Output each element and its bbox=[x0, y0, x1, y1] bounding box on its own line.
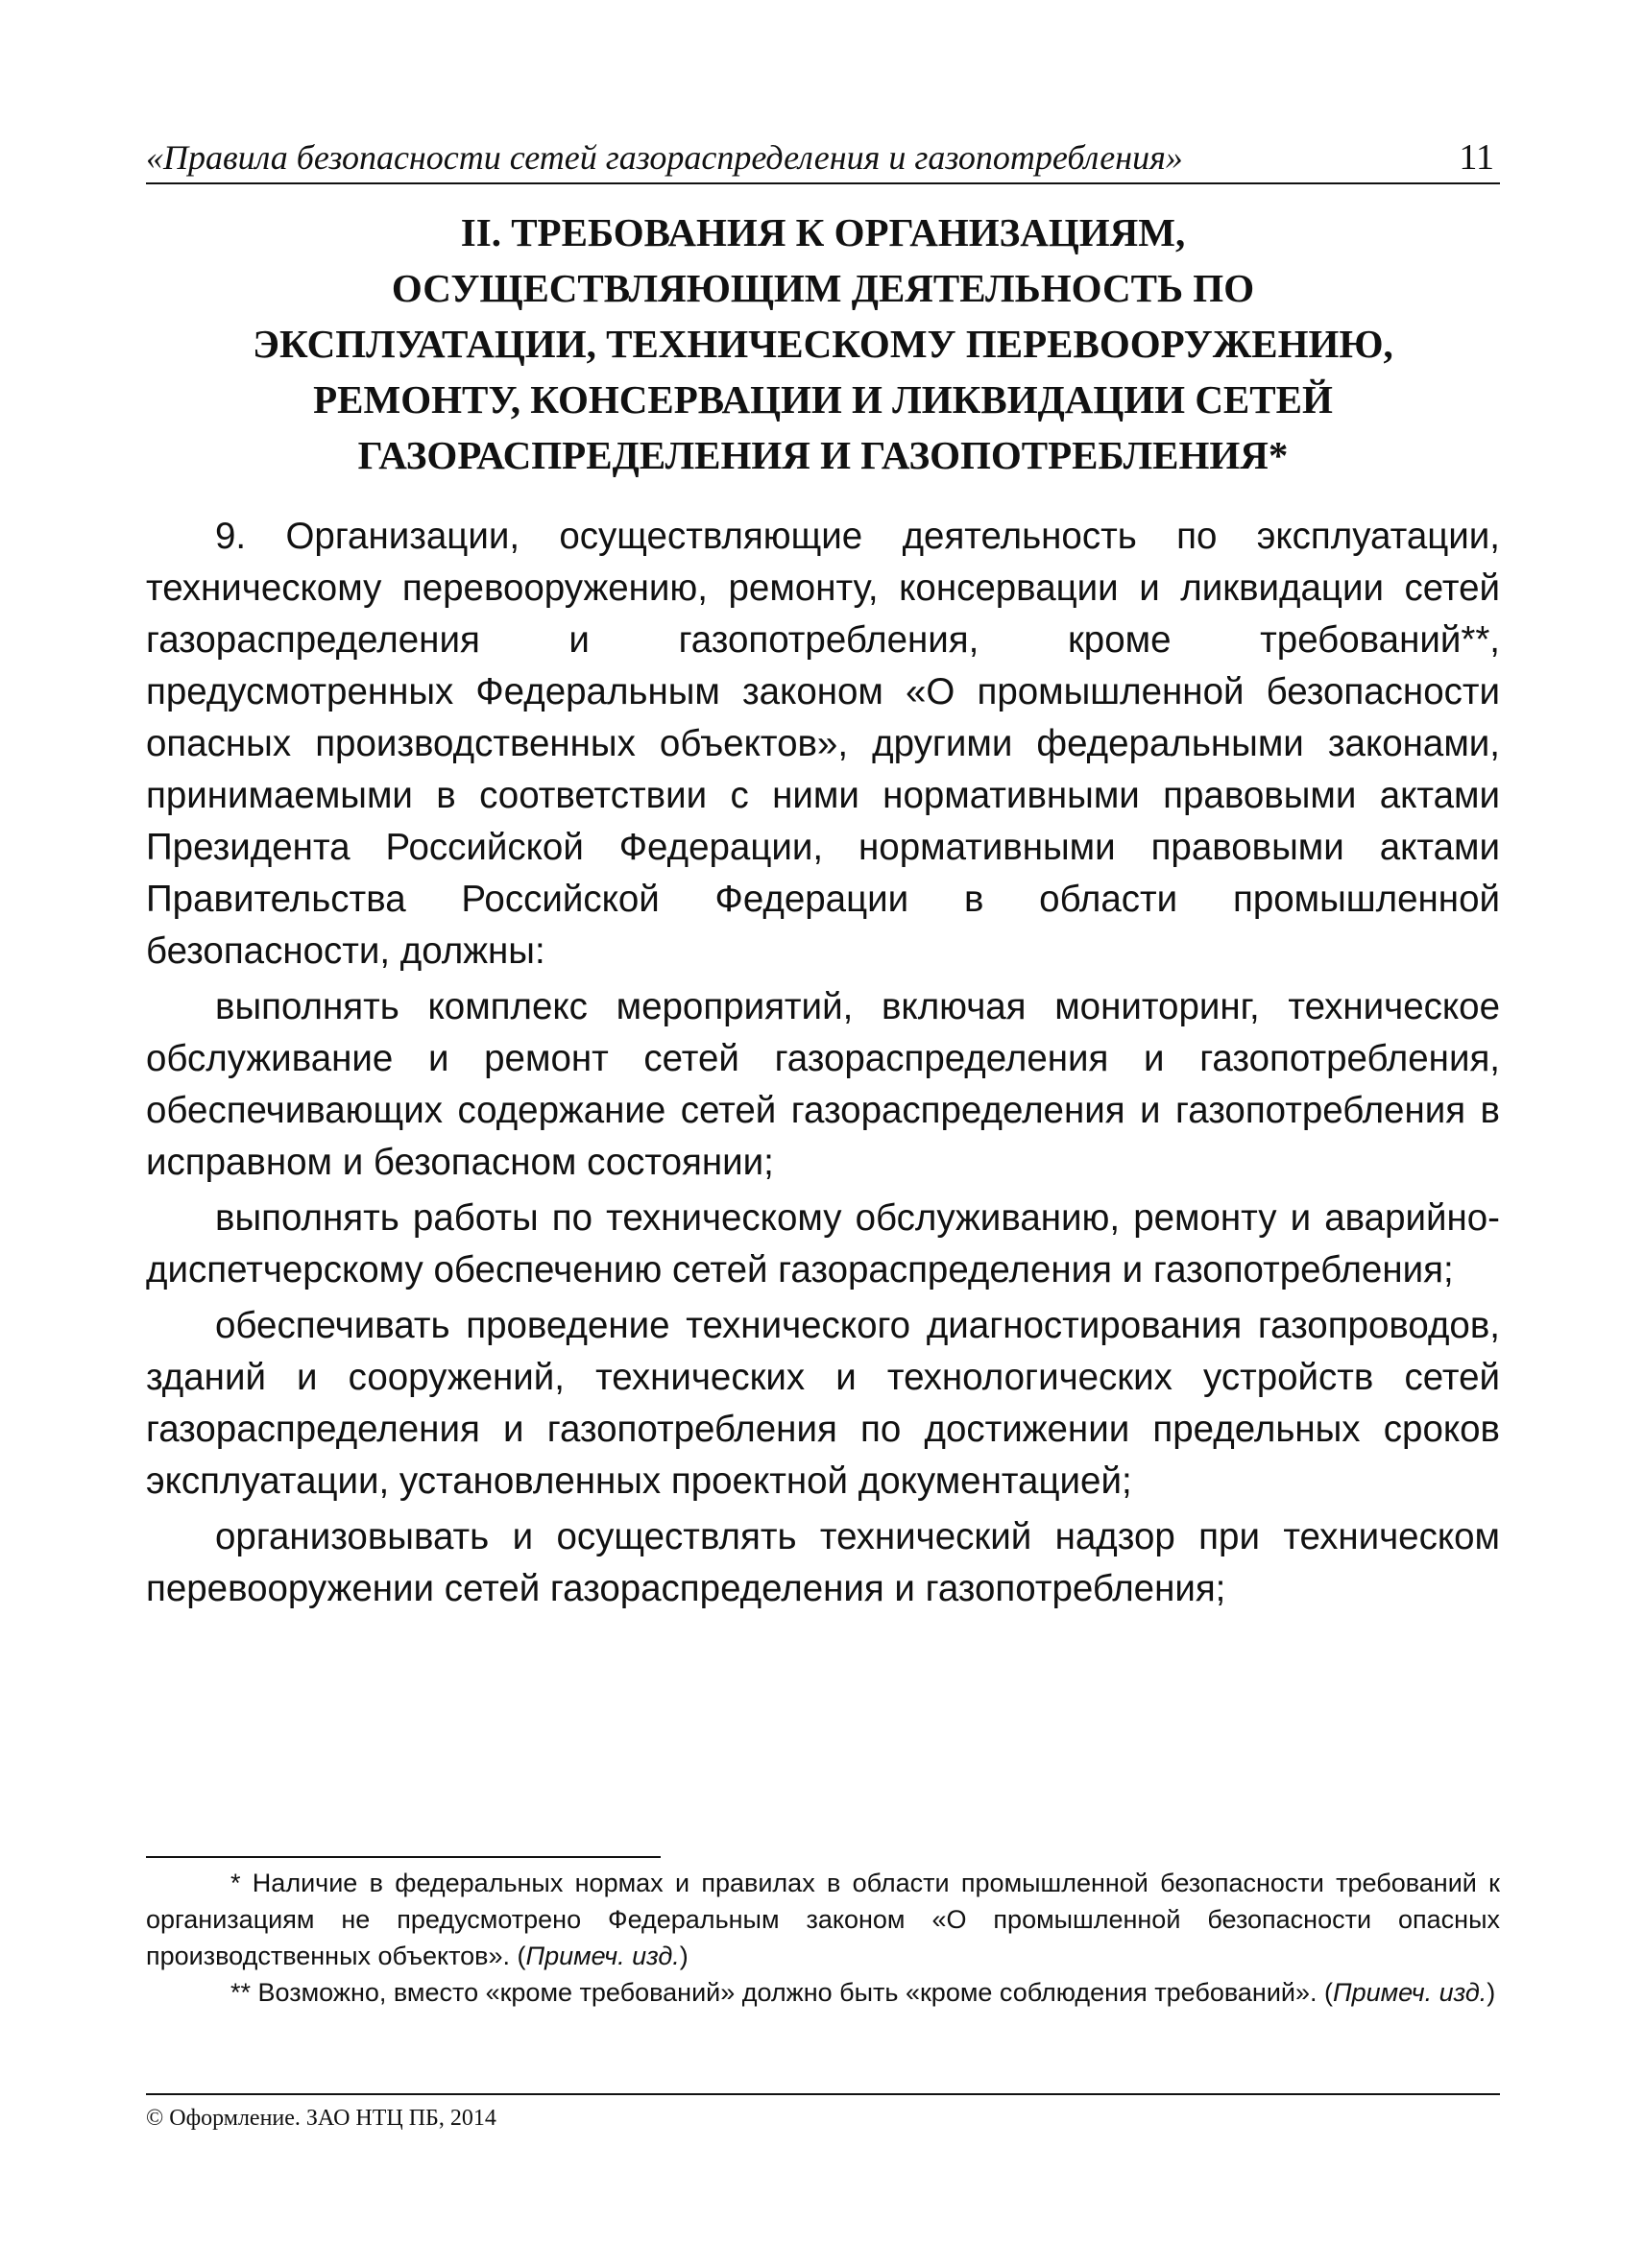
section-heading-line: РЕМОНТУ, КОНСЕРВАЦИИ И ЛИКВИДАЦИИ СЕТЕЙ bbox=[313, 377, 1333, 422]
footer-divider bbox=[146, 2093, 1500, 2095]
paragraph-obligation: выполнять комплекс мероприятий, включая мониторинг, техническое обслуживание и ремонт сетей газораспределения и газопотребления, обеспечивающих содержание сетей газораспределения и газопотребления в исправном и безопасном состоянии; bbox=[146, 986, 1500, 1183]
footnote-2: ** Возможно, вместо «кроме требований» должно быть «кроме соблюдения требований». (Примеч. изд.) bbox=[230, 1978, 1496, 2007]
paragraph-obligation: выполнять работы по техническому обслуживанию, ремонту и аварийно-диспетчерскому обеспечению сетей газораспределения и газопотребления; bbox=[146, 1197, 1500, 1291]
footnote-text: * Наличие в федеральных нормах и правилах в области промышленной безопасности требований к организациям не предусмотрено Федеральным законом «О промышленной безопасности опасных производственных объектов». bbox=[146, 1869, 1500, 1970]
paragraph-item-9: 9. Организации, осуществляющие деятельность по эксплуатации, техническому перевооружению, ремонту, консервации и ликвидации сетей газораспределения и газопотребления, кроме требований**, предусмотренных Федеральным законом «О промышленной безопасности опасных производственных объектов», другими федеральными законами, принимаемыми в соответствии с ними нормативными правовыми актами Президента Российской Федерации, нормативными правовыми актами Правительства Российской Федерации в области промышленной безопасности, должны: bbox=[146, 516, 1500, 972]
section-heading-line: II. ТРЕБОВАНИЯ К ОРГАНИЗАЦИЯМ, bbox=[460, 210, 1186, 254]
paragraph-obligation: обеспечивать проведение технического диагностирования газопроводов, зданий и сооружений, технических и технологических устройств сетей газораспределения и газопотребления по достижении предельных сроков эксплуатации, установленных проектной документацией; bbox=[146, 1305, 1500, 1502]
body-text bbox=[146, 511, 1500, 1615]
section-heading-line: ОСУЩЕСТВЛЯЮЩИМ ДЕЯТЕЛЬНОСТЬ ПО bbox=[391, 266, 1255, 310]
footnote-1: * Наличие в федеральных нормах и правилах в области промышленной безопасности требований к организациям не предусмотрено Федеральным законом «О промышленной безопасности опасных производственных объектов». (Примеч. изд.) bbox=[146, 1869, 1500, 1970]
publisher-note: Примеч. изд. bbox=[525, 1942, 680, 1970]
running-title: «Правила безопасности сетей газораспределения и газопотребления» bbox=[146, 138, 1183, 177]
publisher-note: Примеч. изд. bbox=[1333, 1978, 1487, 2007]
paragraph-obligation: организовывать и осуществлять технический надзор при техническом перевооружении сетей газораспределения и газопотребления; bbox=[146, 1516, 1500, 1609]
section-heading-line: ЭКСПЛУАТАЦИИ, ТЕХНИЧЕСКОМУ ПЕРЕВООРУЖЕНИЮ, bbox=[253, 322, 1393, 366]
section-heading-line: ГАЗОРАСПРЕДЕЛЕНИЯ И ГАЗОПОТРЕБЛЕНИЯ* bbox=[357, 433, 1289, 477]
footnote-divider bbox=[146, 1856, 661, 1858]
section-heading bbox=[146, 205, 1500, 483]
footnote-text: ** Возможно, вместо «кроме требований» должно быть «кроме соблюдения требований». bbox=[230, 1978, 1318, 2007]
page-number: 11 bbox=[1459, 137, 1494, 178]
footnotes bbox=[146, 1865, 1500, 2011]
copyright-notice: © Оформление. ЗАО НТЦ ПБ, 2014 bbox=[146, 2106, 496, 2131]
running-header bbox=[146, 134, 1500, 184]
